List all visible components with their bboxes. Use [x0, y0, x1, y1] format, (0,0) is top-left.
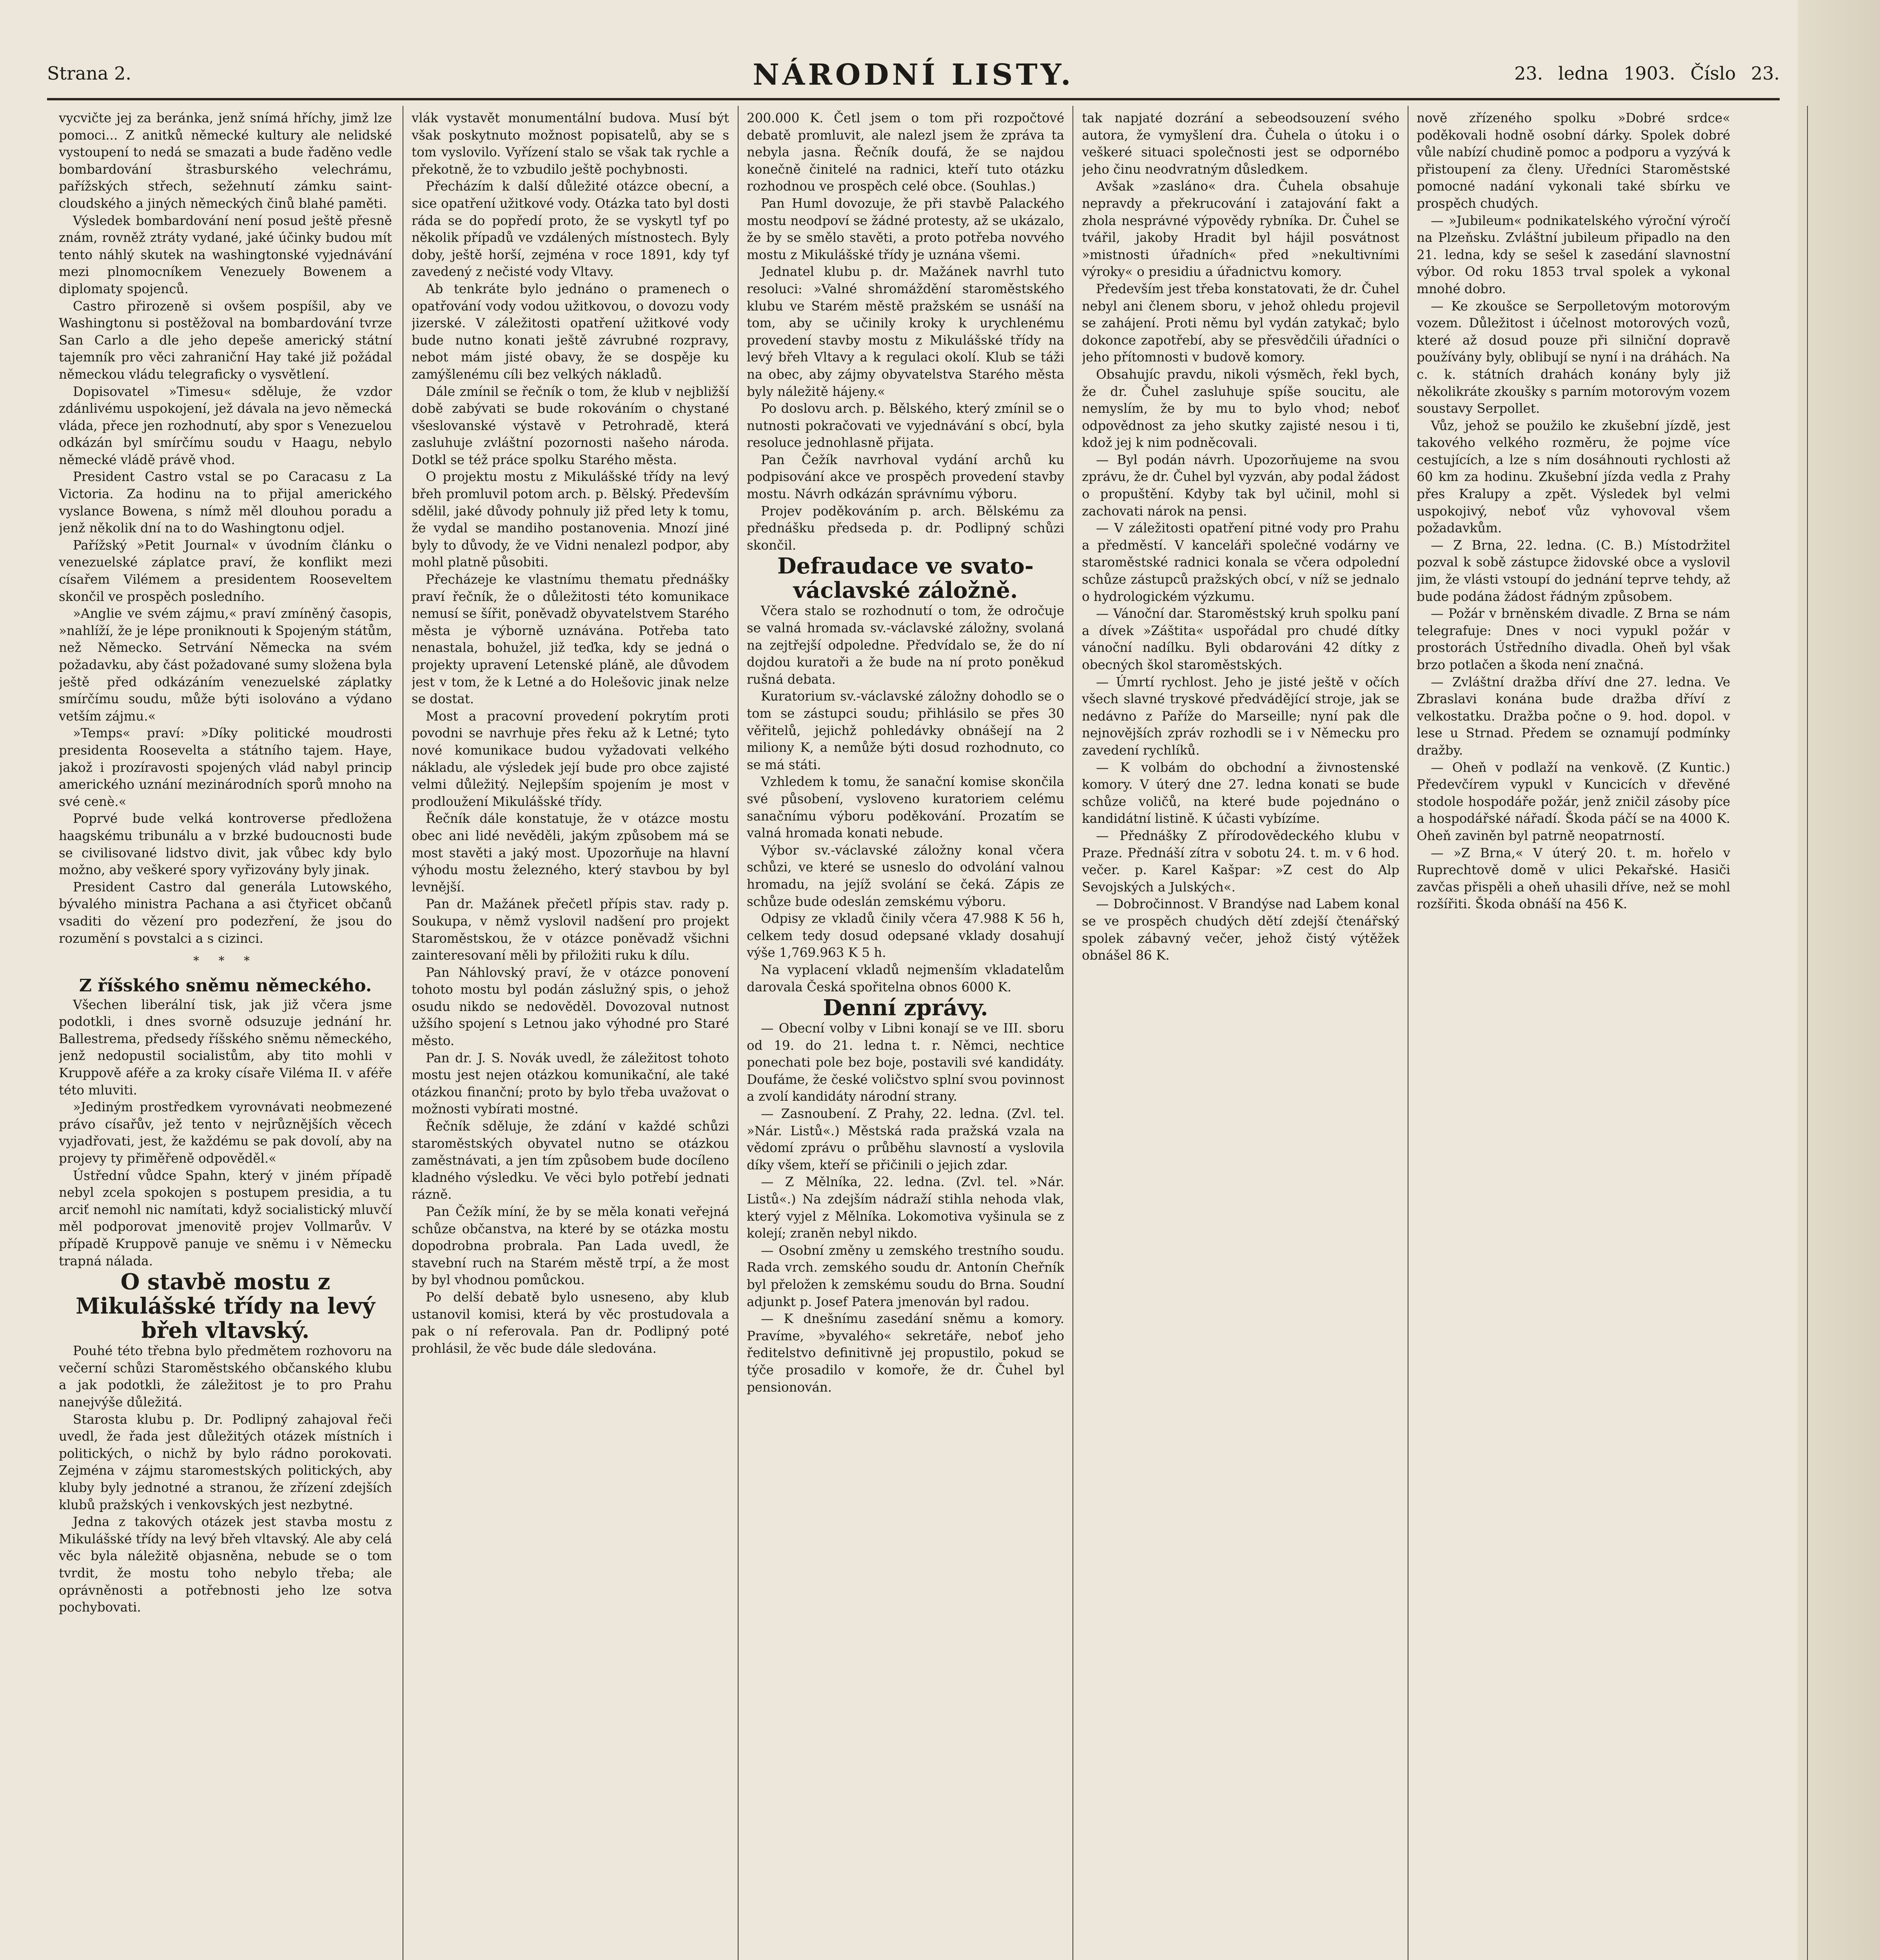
article-paragraph: Přecházeje ke vlastnímu thematu přednášky praví řečník, že o důležitosti této komunikace nemusí se šířit, poněvadž obyvatelstvem Starého města je výborně uznávána. Potřeba tato nenastala, bohužel, již teďka, kdy se jedná o projekty upravení Letenské pláně, ale důvodem jest v tom, že k Letné a do Holešovic jinak nelze se dostat. [412, 572, 729, 707]
article-paragraph: Projev poděkováním p. arch. Bělskému za přednášku předseda p. dr. Podlipný schůzi skončil. [747, 503, 1064, 553]
article-paragraph: — Dobročinnost. V Brandýse nad Labem konal se ve prospěch chudých dětí zdejší čtenářský spolek zábavný večer, jehož čistý výtěžek obnášel 86 K. [1082, 897, 1399, 963]
article-paragraph: — »Z Brna,« V úterý 20. t. m. hořelo v Ruprechtově domě v ulici Pekařské. Hasiči zavčas přispěli a oheň uhasili dříve, než se mohl rozšířiti. Škoda obnáší na 456 K. [1417, 845, 1730, 912]
column-divider [1072, 106, 1073, 1960]
article-paragraph: »Jediným prostředkem vyrovnávati neobmezené právo císařův, jež tento v nejrůznějších věcech vyjadřovati, jest, že každému se pak dovolí, aby na projevy ty přiměřeně odpověděl.« [59, 1100, 392, 1166]
article-paragraph: 200.000 K. Četl jsem o tom při rozpočtové debatě promluvit, ale nalezl jsem že zpráva ta nebyla jasna. Řečník doufá, že se najdou konečně činitelé na radnici, kteří tuto otázku rozhodnou ve prospěch celé obce. (Souhlas.) [747, 111, 1064, 194]
article-paragraph: — Osobní změny u zemského trestního soudu. Rada vrch. zemského soudu dr. Antonín Cheřník byl přeložen k zemskému soudu do Brna. Soudní adjunkt p. Josef Patera jmenován byl radou. [747, 1243, 1064, 1309]
article-paragraph: Kuratorium sv.-václavské záložny dohodlo se o tom se zástupci soudu; přihlásilo se přes 30 věřitelů, jejichž pohledávky obnášejí na 2 miliony K, a nemůže býti dosud rozhodnuto, co se má státi. [747, 689, 1064, 772]
article-paragraph: — Z Brna, 22. ledna. (C. B.) Místodržitel pozval k sobě zástupce židovské obce a vyslovil jim, že vlásti vstoupí do jednání teprve tehdy, až bude podána žádost řádným způsobem. [1417, 537, 1730, 604]
article-paragraph: — Obecní volby v Libni konají se ve III. sboru od 19. do 21. ledna t. r. Němci, nechtice ponechati pole bez boje, postavili své kandidáty. Doufáme, že české voličstvo splní svou povinnost a zvolí kandidáty národní strany. [747, 1021, 1064, 1104]
article-paragraph: Po doslovu arch. p. Bělského, který zmínil se o nutnosti pokračovati ve vyjednávání s obcí, byla resoluce jednohlasně přijata. [747, 401, 1064, 450]
article-paragraph: Obsahujíc pravdu, nikoli výsměch, řekl bych, že dr. Čuhel zasluhuje spíše soucitu, ale nemyslím, že by mu to bylo vhod; neboť odpovědnost za jeho skutky zajisté nesou i ti, kdož jej k nim podněcovali. [1082, 367, 1399, 450]
page-label: Strana 2. [47, 63, 131, 84]
issue-date: 23. ledna 1903. [1514, 63, 1675, 84]
column-5 [1417, 110, 1730, 1960]
article-paragraph: Castro přirozeně si ovšem pospíšil, aby ve Washingtonu si postěžoval na bombardování tvrze San Carlo a dle jeho depeše americký státní tajemník pro věci zahraniční Hay také již požádal německou vládu telegraficky o vysvětlení. [59, 298, 392, 382]
article-paragraph: Výbor sv.-václavské záložny konal včera schůzi, ve které se usneslo do odvolání valnou hromadu, na jejíž svolání se čeká. Zápis ze schůze bude odeslán zemskému výboru. [747, 842, 1064, 909]
article-paragraph: — V záležitosti opatření pitné vody pro Prahu a předměstí. V kanceláři společné vodárny ve staroměstské radnici konala se včera odpolední schůze zástupců pražských obcí, v níž se jednalo o hydrologickém výzkumu. [1082, 521, 1399, 604]
section-title: Defraudace ve svato-václavské záložně. [777, 553, 1034, 604]
article-paragraph: Jedna z takových otázek jest stavba mostu z Mikulášské třídy na levý břeh vltavský. Ale aby celá věc byla náležitě objasněna, nebude se o tom tvrdit, že mostu toho nebylo třeba; ale oprávněnosti a potřebnosti jeho lze sotva pochybovati. [59, 1514, 392, 1615]
article-paragraph: — Úmrtí rychlost. Jeho je jisté ještě v očích všech slavné tryskové předvádějící stroje, jak se nedávno z Paříže do Marseille; nyní pak dle nejnovějších zpráv rozhodli se i v Německu pro zavedení rychlíků. [1082, 674, 1399, 758]
article-paragraph: Most a pracovní provedení pokrytím proti povodni se navrhuje přes řeku až k Letné; tyto nové komunikace budou vyžadovati velkého nákladu, ale výsledek její bude pro obce zajisté velmi důležitý. Nejlepším spojením je most v prodloužení Mikulášské třídy. [412, 708, 729, 809]
article-paragraph: — Z Mělníka, 22. ledna. (Zvl. tel. »Nár. Listů«.) Na zdejším nádraží stihla nehoda vlak, který vyjel z Mělníka. Lokomotiva vyšinula se z kolejí; zraněn nebyl nikdo. [747, 1174, 1064, 1241]
article-paragraph: Ústřední vůdce Spahn, který v jiném případě nebyl zcela spokojen s postupem presidia, a tu arciť nemohl nic namítati, když socialistický mluvčí měl podporovat jmenovitě projev Vollmarův. V případě Kruppově panuje ve sněmu i v Německu trapná nálada. [59, 1168, 392, 1269]
article-paragraph: nově zřízeného spolku »Dobré srdce« poděkovali hodně osobní dárky. Spolek dobré vůle nabízí chudině pomoc a podporu a vyzývá k přistoupení za členy. Uředníci Staroměstské pomocné nadání vykonali také sbírku ve prospěch chudých. [1417, 111, 1730, 211]
article-paragraph: — »Jubileum« podnikatelského výroční výročí na Plzeňsku. Zvláštní jubileum připadlo na den 21. ledna, kdy se sešel k zasedání slavnostní výbor. Od roku 1853 trval spolek a vykonal mnohé dobro. [1417, 213, 1730, 296]
section-separator: * * * [193, 954, 258, 968]
article-paragraph: Odpisy ze vkladů činily včera 47.988 K 56 h, celkem tedy dosud odepsané vklady dosahují výše 1,769.963 K 5 h. [747, 911, 1064, 960]
article-paragraph: Ab tenkráte bylo jednáno o pramenech o opatřování vody vodou užitkovou, o dovozu vody jizerské. V záležitosti opatření užitkové vody bude nutno konati ještě závrubné rozpravy, nebot mám jisté obavy, že se dospěje ku zamýšlenému cíli bez velkých nákladů. [412, 281, 729, 382]
article-paragraph: Po delší debatě bylo usneseno, aby klub ustanovil komisi, která by věc prostudovala a pak o ní referovala. Pan dr. Podlipný poté prohlásil, že věc bude dále sledována. [412, 1289, 729, 1356]
column-2 [412, 110, 729, 1960]
article-paragraph: — Zasnoubení. Z Prahy, 22. ledna. (Zvl. tel. »Nár. Listů«.) Městská rada pražská vzala na vědomí zprávu o průběhu slavností a vyslovila díky všem, kteří se přičinili o jejich zdar. [747, 1106, 1064, 1172]
article-paragraph: tak napjaté dozrání a sebeodsouzení svého autora, že vymyšlení dra. Čuhela o útoku i o veškeré situaci společnosti jest se odpornébo jeho činu neodvratným důsledkem. [1082, 111, 1399, 177]
column-4 [1082, 110, 1399, 1960]
article-paragraph: Vůz, jehož se použilo ke zkušební jízdě, jest takového velkého rozměru, že pojme více cestujících, a lze s ním dosáhnouti rychlosti až 60 km za hodinu. Zkušební jízda vedla z Prahy přes Kralupy a zpět. Výsledek byl velmi uspokojivý, neboť vůz vyhovoval všem požadavkům. [1417, 418, 1730, 536]
article-paragraph: »Anglie ve svém zájmu,« praví zmíněný časopis, »nahlíží, že je lépe proniknouti k Spojeným státům, než Německo. Setrvání Německa na svém požadavku, aby část požadované sumy složena byla ještě před odkázáním venezuelské záplatky smírčímu soudu, může býti isolováno a výdano vetším zájmu.« [59, 606, 392, 724]
article-paragraph: Pan Náhlovský praví, že v otázce ponovení tohoto mostu byl podán záslužný spis, o jehož osudu nikdo se nedověděl. Dovozoval nutnost užšího spojení s Letnou jako výhodné pro Staré město. [412, 965, 729, 1049]
article-paragraph: President Castro vstal se po Caracasu z La Victoria. Za hodinu na to přijal amerického vyslance Bowena, s nímž měl dlouhou poradu a jenž několik dní na to do Washingtonu odjel. [59, 469, 392, 536]
article-paragraph: Avšak »zasláno« dra. Čuhela obsahuje nepravdy a překrucování i zatajování fakt a zhola nesprávné výpovědy rybníka. Dr. Čuhel se tvářil, jakoby Hradit byl hájil posvátnost »mistnosti úřadních« před »nekultivními výroky« o presidiu a úřadnictvu komory. [1082, 179, 1399, 279]
section-title: O stavbě mostu z Mikulášské třídy na levý břeh vltavský. [76, 1269, 375, 1344]
article-paragraph: Pan dr. Mažánek přečetl přípis stav. rady p. Soukupa, v němž vyslovil nadšení pro projekt Staroměstskou, že v otázce poněvadž všichni zainteresovaní měli by přiložiti ruku k dílu. [412, 897, 729, 963]
article-paragraph: Řečník sděluje, že zdání v každé schůzi staroměstských obyvatel nutno se otázkou zaměstnávati, a jen tím způsobem bude docíleno kladného výsledku. Ve věci bylo potřebí jednati rázně. [412, 1119, 729, 1202]
article-paragraph: — K dnešnímu zasedání sněmu a komory. Pravíme, »byvalého« sekretáře, neboť jeho ředitelstvo definitivně jej propustilo, pokud se týče prosadilo v komoře, že dr. Čuhel byl pensionován. [747, 1311, 1064, 1395]
edge-rule [1807, 106, 1808, 1960]
masthead-title: NÁRODNÍ LISTY. [753, 58, 1074, 92]
article-paragraph: Dopisovatel »Timesu« sděluje, že vzdor zdánlivému uspokojení, jež dávala na jevo německá vláda, přece jen rozhodnutí, aby spor s Venezuelou odkázán byl smírčímu soudu v Haagu, nebylo německé vládě právě vhod. [59, 384, 392, 467]
article-paragraph: vlák vystavět monumentální budova. Musí být však poskytnuto možnost popisatelů, aby se s tom vyslovilo. Vyřízení stalo se však tak rychle a překotně, že to vzbudilo ještě pochybnosti. [412, 111, 729, 177]
article-paragraph: Včera stalo se rozhodnutí o tom, že odročuje se valná hromada sv.-václavské záložny, svolaná na zejtřejší odpoledne. Předvídalo se, že do ní dojdou kuratoři a že bude na ní proto poněkud rušná debata. [747, 603, 1064, 687]
article-paragraph: — Požár v brněnském divadle. Z Brna se nám telegrafuje: Dnes v noci vypukl požár v prostorách Ústředního divadla. Oheň byl však brzo potlačen a škoda není značná. [1417, 606, 1730, 672]
article-paragraph: Dále zmínil se řečník o tom, že klub v nejbližší době zabývati se bude rokováním o chystané všeslovanské výstavě v Petrohradě, která zasluhuje zvláštní pozornosti našeho národa. Dotkl se též práce spolku Starého města. [412, 384, 729, 467]
article-paragraph: Pan dr. J. S. Novák uvedl, že záležitost tohoto mostu jest nejen otázkou komunikační, ale také otázkou finanční; proto by bylo třeba uvažovat o možnosti vybírati mostné. [412, 1050, 729, 1117]
date-and-issue [1514, 63, 1780, 84]
article-paragraph: Především jest třeba konstatovati, že dr. Čuhel nebyl ani členem sboru, v jehož ohledu projevil se zahájení. Proti němu byl vydán zatykač; bylo dokonce zapotřebí, aby se přesvědčili úřadníci o jeho přítomnosti v budově komory. [1082, 281, 1399, 365]
column-divider [738, 106, 739, 1960]
article-paragraph: — Byl podán návrh. Upozorňujeme na svou zprávu, že dr. Čuhel byl vyzván, aby podal žádost o propuštění. Kdyby tak byl učinil, mohl si zachovati nárok na pensi. [1082, 452, 1399, 519]
section-title: Denní zprávy. [823, 995, 988, 1021]
article-paragraph: Starosta klubu p. Dr. Podlipný zahajoval řeči uvedl, že řada jest důležitých otázek místních i politických, o nichž by bylo rádno porokovati. Zejména v zájmu staromestských politických, aby kluby byly jednotné a stranou, že zřízení zdejších klubů pražských i venkovských jest nezbytné. [59, 1412, 392, 1512]
article-paragraph: — Vánoční dar. Staroměstský kruh spolku paní a dívek »Záštita« uspořádal pro chudé dítky vánoční nadílku. Byli obdarováni 42 dítky z obecných škol staroměstských. [1082, 606, 1399, 672]
header-rule [47, 98, 1780, 100]
column-1 [59, 110, 392, 1960]
article-paragraph: Pan Čežík míní, že by se měla konati veřejná schůze občanstva, na které by se otázka mostu dopodrobna probrala. Pan Lada uvedl, že stavební ruch na Starém městě trpí, a že most by byl vhodnou pomůckou. [412, 1204, 729, 1288]
article-paragraph: Vzhledem k tomu, že sanační komise skončila své působení, vysloveno kuratoriem celému sanačnímu výboru poděkování. Prozatím se valná hromada konati nebude. [747, 774, 1064, 841]
issue-number: Číslo 23. [1690, 63, 1780, 84]
section-title: Z říšského sněmu německého. [79, 975, 372, 996]
article-paragraph: Řečník dále konstatuje, že v otázce mostu obec ani lidé nevěděli, jakým způsobem má se most stavěti a jaký most. Upozorňuje na hlavní výhodu mostu železného, který stavbou by byl levnější. [412, 811, 729, 895]
article-paragraph: — Ke zkoušce se Serpolletovým motorovým vozem. Důležitost i účelnost motorových vozů, které až dosud pouze při silniční dopravě používány byly, oblibují se nyní i na dráhách. Na c. k. státních drahách konány byly již několikráte zkoušky s parním motorovým vozem soustavy Serpollet. [1417, 298, 1730, 416]
article-paragraph: — Zvláštní dražba dříví dne 27. ledna. Ve Zbraslavi konána bude dražba dříví z velkostatku. Dražba počne o 9. hod. dopol. v lese u Strnad. Předem se oznamují podmínky dražby. [1417, 674, 1730, 758]
page-header [47, 58, 1780, 92]
article-paragraph: Poprvé bude velká kontroverse předložena haagskému tribunálu a v brzké budoucnosti bude se civilisované lidstvo divit, jak vůbec kdy bylo možno, aby veškeré spory vyřizovány byly jinak. [59, 811, 392, 878]
article-paragraph: President Castro dal generála Lutowského, bývalého ministra Pachana a asi čtyřicet občanů vsaditi do vězení pro podezření, že jsou do rozumění s povstalci a s cizinci. [59, 879, 392, 946]
article-paragraph: Pan Čežík navrhoval vydání archů ku podpisování akce ve prospěch provedení stavby mostu. Návrh odkázán správnímu výboru. [747, 452, 1064, 502]
article-paragraph: Přecházím k další důležité otázce obecní, a sice opatření užitkové vody. Otázka tato byl dosti ráda se do popředí proto, že se vyskytl tyf po několik případů ve vzdálených místnostech. Byly doby, ještě horší, zejména v roce 1891, kdy tyf zavedený z nečisté vody Vltavy. [412, 179, 729, 279]
article-paragraph: — Přednášky Z přírodovědeckého klubu v Praze. Přednáší zítra v sobotu 24. t. m. v 6 hod. večer. p. Karel Kašpar: »Z cest do Alp Sevojských a Julských«. [1082, 828, 1399, 895]
article-paragraph: »Temps« praví: »Díky politické moudrosti presidenta Roosevelta a státního tajem. Haye, jakož i prozíravosti spojených vlád nabyl princip amerického uznání mezinárodních sporů mnoho na své cenè.« [59, 726, 392, 809]
article-paragraph: Pan Huml dovozuje, že při stavbě Palackého mostu neodpoví se žádné protesty, až se ukázalo, že by se smělo stavěti, a proto potřeba novvého mostu z Mikulášské třídy je uznána všemi. [747, 196, 1064, 262]
article-paragraph: Pařížský »Petit Journal« v úvodním článku o venezuelské záplatce praví, že konflikt mezi císařem Vilémem a presidentem Rooseveltem skončil ve prospěch posledního. [59, 537, 392, 604]
article-paragraph: O projektu mostu z Mikulášské třídy na levý břeh promluvil potom arch. p. Bělský. Především sdělil, jaké důvody pohnuly již před lety k tomu, že vydal se mandiho postanovenia. Mnozí jiné byly to důvody, že ve Vidni nenalezl podpor, aby mohl platně působiti. [412, 469, 729, 570]
article-paragraph: — Oheň v podlaží na venkově. (Z Kuntic.) Předevčírem vypukl v Kuncicích v dřevěné stodole hospodáře požár, jenž zničil zásoby píce a hospodářské nářadí. Škoda páčí se na 4000 K. Oheň zaviněn byl patrně neopatrností. [1417, 760, 1730, 843]
article-paragraph: Na vyplacení vkladů nejmenším vkladatelům darovala Česká spořitelna obnos 6000 K. [747, 962, 1064, 995]
page-edge [1798, 0, 1880, 1960]
article-paragraph: Pouhé této třebna bylo předmětem rozhovoru na večerní schůzi Staroměstského občanského klubu a jak podotkli, že záležitost je to pro Prahu nanejvýše důležitá. [59, 1343, 392, 1410]
article-paragraph: vycvičte jej za beránka, jenž snímá hříchy, jimž lze pomoci... Z anitků německé kultury ale nelidské vystoupení to nedá se smazati a bude řaděno vedle bombardování štrasburského velechrámu, pařížských střech, sežehnutí zámku saint-cloudského a jiných německých činů blahé paměti. [59, 111, 392, 211]
article-paragraph: — K volbám do obchodní a živnostenské komory. V úterý dne 27. ledna konati se bude schůze voličů, na které bude pojednáno o kandidátní listině. K účasti vybízíme. [1082, 760, 1399, 826]
column-3 [747, 110, 1064, 1960]
article-paragraph: Všechen liberální tisk, jak již včera jsme podotkli, i dnes svorně odsuzuje jednání hr. Ballestrema, předsedy říšského sněmu německého, jenž nedopustil socialistům, aby tito mohli v Kruppově aféře a za kroky císaře Viléma II. v aféře této mluviti. [59, 997, 392, 1098]
article-paragraph: Výsledek bombardování není posud ještě přesně znám, rovněž ztráty vydané, jaké účinky budou mít tento náhlý skutek na washingtonské vyjednávání mezi plnomocníkem Venezuely Bowenem a diplomaty spojenců. [59, 213, 392, 296]
article-paragraph: Jednatel klubu p. dr. Mažánek navrhl tuto resoluci: »Valné shromáždění staroměstského klubu ve Starém městě pražském se usnáší na tom, aby se učinily kroky k urychlenému provedení stavby mostu z Mikulášské třídy na levý břeh Vltavy a k regulaci okolí. Klub se táži na obec, aby zájmy obyvatelstva Starého města byly náležitě hájeny.« [747, 264, 1064, 399]
